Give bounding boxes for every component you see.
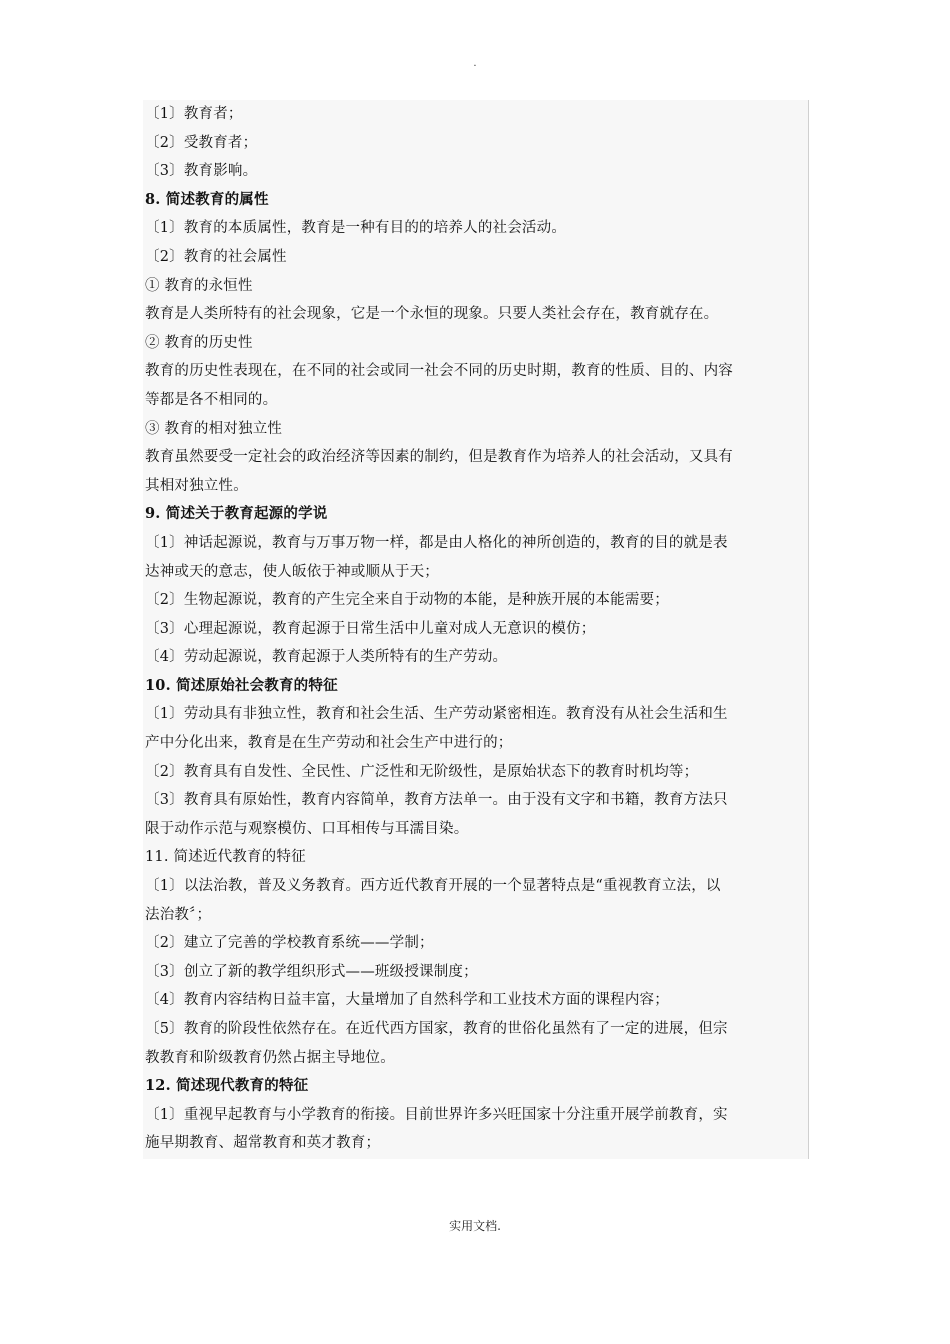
text-line: 限于动作示范与观察模仿、口耳相传与耳濡目染。 [145, 820, 469, 837]
text-line: 产中分化出来，教育是在生产劳动和社会生产中进行的； [145, 735, 513, 752]
text-line: 教育的历史性表现在，在不同的社会或同一社会不同的历史时期，教育的性质、目的、内容 [145, 363, 733, 380]
section-heading: 8. 简述教育的属性 [145, 190, 269, 208]
page-footer: 实用文档. [449, 1219, 501, 1233]
text-line: 〔2〕建立了完善的学校教育系统——学制； [145, 935, 434, 952]
text-line: 〔1〕重视早起教育与小学教育的衔接。目前世界许多兴旺国家十分注重开展学前教育，实 [145, 1106, 728, 1123]
page-header-mark: . [473, 58, 477, 69]
section-heading: 10. 简述原始社会教育的特征 [145, 676, 338, 694]
text-line: 等都是各不相同的。 [145, 391, 278, 408]
text-line: 〔3〕教育具有原始性，教育内容简单，教育方法单一。由于没有文字和书籍，教育方法只 [145, 792, 728, 809]
text-line: 〔1〕劳动具有非独立性，教育和社会生活、生产劳动紧密相连。教育没有从社会生活和生 [145, 706, 728, 723]
text-line: 〔1〕神话起源说，教育与万事万物一样，都是由人格化的神所创造的，教育的目的就是表 [145, 534, 728, 551]
text-line: 〔2〕受教育者； [145, 134, 258, 151]
text-line: 教育虽然要受一定社会的政治经济等因素的制约，但是教育作为培养人的社会活动，又具有 [145, 449, 733, 466]
text-line: ① 教育的永恒性 [145, 277, 253, 294]
text-line: 〔2〕教育的社会属性 [145, 248, 287, 265]
text-line: 施早期教育、超常教育和英才教育； [145, 1135, 381, 1152]
text-line: 〔4〕教育内容结构日益丰富，大量增加了自然科学和工业技术方面的课程内容； [145, 992, 669, 1009]
text-line: 〔2〕生物起源说，教育的产生完全来自于动物的本能，是种族开展的本能需要； [145, 592, 669, 609]
text-line: 〔4〕劳动起源说，教育起源于人类所特有的生产劳动。 [145, 649, 508, 666]
section-heading: 12. 简述现代教育的特征 [145, 1077, 309, 1095]
text-line: 其相对独立性。 [145, 477, 248, 494]
text-line: ② 教育的历史性 [145, 334, 253, 351]
section-heading: 9. 简述关于教育起源的学说 [145, 505, 328, 523]
text-line: ③ 教育的相对独立性 [145, 420, 283, 437]
text-line: 教教育和阶级教育仍然占据主导地位。 [145, 1049, 395, 1066]
text-line: 〔3〕教育影响。 [145, 163, 258, 180]
text-line: 〔1〕以法治教，普及义务教育。西方近代教育开展的一个显著特点是“重视教育立法，以 [145, 878, 721, 895]
text-line: 达神或天的意志，使人皈依于神或顺从于天； [145, 563, 439, 580]
document-body [143, 100, 809, 1159]
text-line: 11. 简述近代教育的特征 [145, 849, 306, 866]
text-line: 教育是人类所特有的社会现象，它是一个永恒的现象。只要人类社会存在，教育就存在。 [145, 306, 719, 323]
text-line: 〔1〕教育者； [145, 106, 243, 122]
text-line: 〔2〕教育具有自发性、全民性、广泛性和无阶级性，是原始状态下的教育时机均等； [145, 763, 699, 780]
text-line: 〔3〕创立了新的教学组织形式——班级授课制度； [145, 963, 478, 980]
text-line: 〔3〕心理起源说，教育起源于日常生活中儿童对成人无意识的模仿； [145, 620, 596, 637]
text-line: 〔1〕教育的本质属性，教育是一种有目的的培养人的社会活动。 [145, 220, 567, 237]
text-line: 〔5〕教育的阶段性依然存在。在近代西方国家，教育的世俗化虽然有了一定的进展，但宗 [145, 1021, 728, 1037]
text-line: 法治教〞； [145, 906, 212, 923]
